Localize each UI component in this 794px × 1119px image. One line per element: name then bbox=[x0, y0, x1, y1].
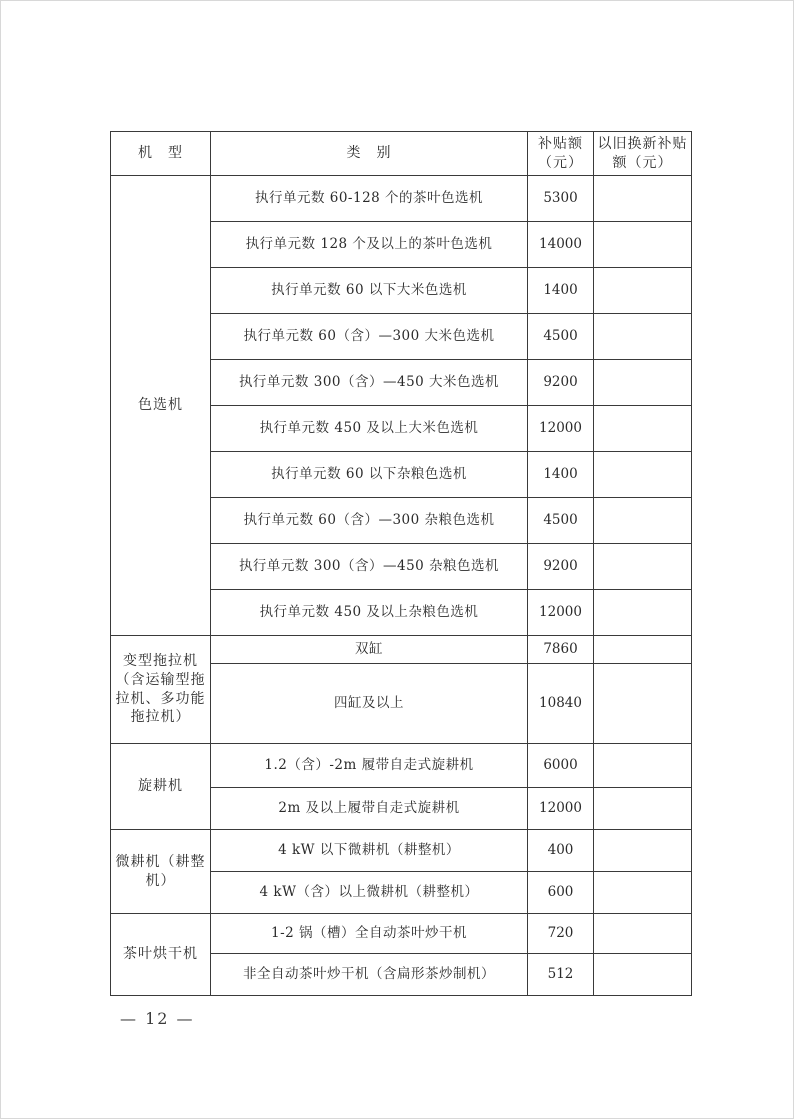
category-cell: 四缸及以上 bbox=[211, 664, 528, 744]
category-cell: 执行单元数 128 个及以上的茶叶色选机 bbox=[211, 222, 528, 268]
category-cell: 非全自动茶叶炒干机（含扁形茶炒制机） bbox=[211, 954, 528, 996]
category-cell: 执行单元数 60（含）—300 杂粮色选机 bbox=[211, 498, 528, 544]
trade-in-amount bbox=[594, 954, 692, 996]
trade-in-amount bbox=[594, 314, 692, 360]
subsidy-amount: 720 bbox=[528, 914, 594, 954]
category-cell: 执行单元数 60 以下大米色选机 bbox=[211, 268, 528, 314]
category-cell: 执行单元数 450 及以上杂粮色选机 bbox=[211, 590, 528, 636]
trade-in-amount bbox=[594, 664, 692, 744]
subsidy-table bbox=[110, 131, 692, 996]
category-cell: 1.2（含）-2m 履带自走式旋耕机 bbox=[211, 744, 528, 788]
trade-in-amount bbox=[594, 636, 692, 664]
category-cell: 执行单元数 60-128 个的茶叶色选机 bbox=[211, 176, 528, 222]
page-number: — 12 — bbox=[120, 1009, 195, 1028]
subsidy-amount: 4500 bbox=[528, 498, 594, 544]
header-category: 类 别 bbox=[211, 132, 528, 176]
trade-in-amount bbox=[594, 544, 692, 590]
subsidy-amount: 7860 bbox=[528, 636, 594, 664]
trade-in-amount bbox=[594, 788, 692, 830]
trade-in-amount bbox=[594, 268, 692, 314]
trade-in-amount bbox=[594, 914, 692, 954]
category-cell: 执行单元数 300（含）—450 杂粮色选机 bbox=[211, 544, 528, 590]
machine-type-tractor: 变型拖拉机（含运输型拖拉机、多功能拖拉机） bbox=[111, 636, 211, 744]
subsidy-amount: 12000 bbox=[528, 788, 594, 830]
trade-in-amount bbox=[594, 406, 692, 452]
trade-in-amount bbox=[594, 360, 692, 406]
table-header-row bbox=[111, 132, 692, 176]
subsidy-amount: 400 bbox=[528, 830, 594, 872]
header-machine-type: 机 型 bbox=[111, 132, 211, 176]
machine-type-micro-tiller: 微耕机（耕整机） bbox=[111, 830, 211, 914]
machine-type-color-sorter: 色选机 bbox=[111, 176, 211, 636]
category-cell: 执行单元数 60 以下杂粮色选机 bbox=[211, 452, 528, 498]
trade-in-amount bbox=[594, 176, 692, 222]
category-cell: 4 kW 以下微耕机（耕整机） bbox=[211, 830, 528, 872]
category-cell: 1-2 锅（槽）全自动茶叶炒干机 bbox=[211, 914, 528, 954]
subsidy-amount: 600 bbox=[528, 872, 594, 914]
subsidy-amount: 12000 bbox=[528, 590, 594, 636]
table-row bbox=[111, 636, 692, 664]
trade-in-amount bbox=[594, 830, 692, 872]
category-cell: 执行单元数 60（含）—300 大米色选机 bbox=[211, 314, 528, 360]
subsidy-amount: 5300 bbox=[528, 176, 594, 222]
table-row bbox=[111, 914, 692, 954]
trade-in-amount bbox=[594, 872, 692, 914]
trade-in-amount bbox=[594, 498, 692, 544]
machine-type-rotary-tiller: 旋耕机 bbox=[111, 744, 211, 830]
machine-type-tea-dryer: 茶叶烘干机 bbox=[111, 914, 211, 996]
trade-in-amount bbox=[594, 590, 692, 636]
subsidy-amount: 9200 bbox=[528, 544, 594, 590]
subsidy-amount: 14000 bbox=[528, 222, 594, 268]
table-row bbox=[111, 176, 692, 222]
subsidy-amount: 4500 bbox=[528, 314, 594, 360]
trade-in-amount bbox=[594, 744, 692, 788]
header-trade-in-subsidy: 以旧换新补贴额（元） bbox=[594, 132, 692, 176]
subsidy-amount: 6000 bbox=[528, 744, 594, 788]
category-cell: 2m 及以上履带自走式旋耕机 bbox=[211, 788, 528, 830]
trade-in-amount bbox=[594, 452, 692, 498]
table-row bbox=[111, 744, 692, 788]
category-cell: 双缸 bbox=[211, 636, 528, 664]
subsidy-amount: 512 bbox=[528, 954, 594, 996]
subsidy-amount: 1400 bbox=[528, 268, 594, 314]
category-cell: 4 kW（含）以上微耕机（耕整机） bbox=[211, 872, 528, 914]
category-cell: 执行单元数 450 及以上大米色选机 bbox=[211, 406, 528, 452]
header-subsidy: 补贴额（元） bbox=[528, 132, 594, 176]
table-row bbox=[111, 830, 692, 872]
trade-in-amount bbox=[594, 222, 692, 268]
category-cell: 执行单元数 300（含）—450 大米色选机 bbox=[211, 360, 528, 406]
subsidy-amount: 9200 bbox=[528, 360, 594, 406]
subsidy-amount: 12000 bbox=[528, 406, 594, 452]
subsidy-amount: 1400 bbox=[528, 452, 594, 498]
subsidy-amount: 10840 bbox=[528, 664, 594, 744]
